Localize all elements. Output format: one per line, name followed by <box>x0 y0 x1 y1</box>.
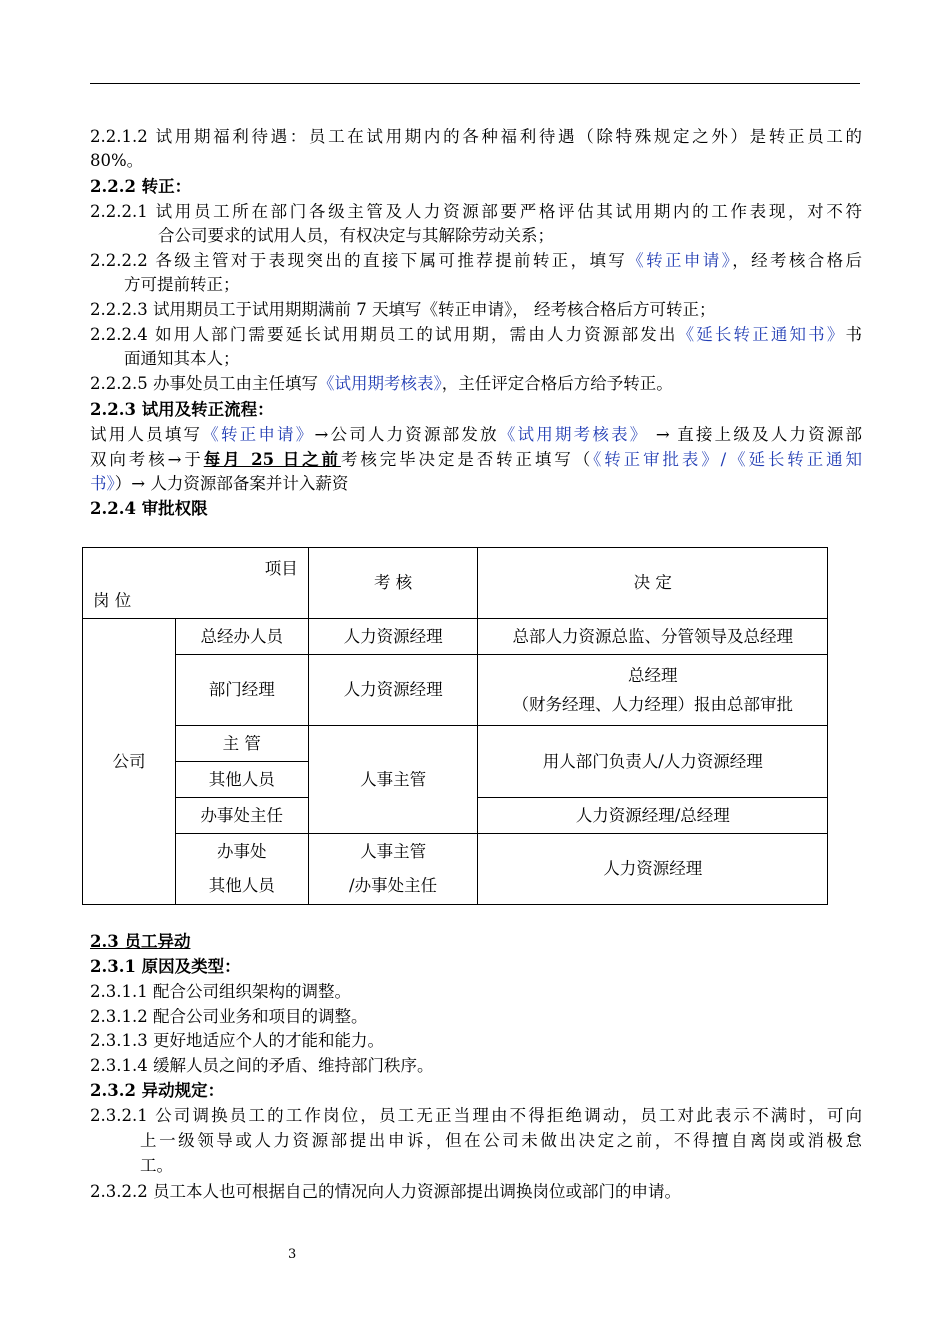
form-link: 《试用期考核表》 <box>317 374 442 393</box>
para-2-2-2-4-cont: 面通知其本人； <box>124 349 240 368</box>
para-2-2-2-5 <box>90 373 862 395</box>
heading-2-3-2: 2.3.2 异动规定： <box>90 1081 225 1100</box>
para-2-2-2-3: 2.2.2.3 试用期员工于试用期期满前 7 天填写《转正申请》， 经考核合格后方可转正； <box>90 300 716 319</box>
table-cell: 人力资源经理 <box>308 619 478 655</box>
text: ，主任评定合格后方给予转正。 <box>441 374 673 393</box>
text: → 直接上级及人力资源部 <box>648 425 863 444</box>
header-post: 岗 位 <box>93 591 132 610</box>
para-2-3-2-1-cont: 工。 <box>140 1156 173 1175</box>
para-2-3-1-4: 2.3.1.4 缓解人员之间的矛盾、维持部门秩序。 <box>90 1056 434 1075</box>
form-link: 书》 <box>90 474 115 493</box>
table-cell: 人力资源经理/总经理 <box>478 798 828 834</box>
heading-2-2-4: 2.2.4 审批权限 <box>90 499 208 518</box>
text: →公司人力资源部发放 <box>314 425 499 444</box>
text: ，经考核合格后 <box>732 251 863 270</box>
header-decide: 决 定 <box>478 548 828 619</box>
form-link: 《转正申请》 <box>202 425 315 444</box>
para-2-2-1-2-cont: 80%。 <box>90 151 144 170</box>
para-2-2-2-2 <box>90 250 862 272</box>
form-link: 《转正审批表》/《延长转正通知 <box>593 450 863 469</box>
para-2-2-2-1: 2.2.2.1 试用员工所在部门各级主管及人力资源部要严格评估其试用期内的工作表现，对不符 <box>90 202 862 221</box>
form-link: 《试用期考核表》 <box>498 425 649 444</box>
page-number: 3 <box>288 1247 297 1262</box>
text: 2.2.2.5 办事处员工由主任填写 <box>90 374 318 393</box>
company-cell: 公司 <box>83 619 176 905</box>
table-cell: 人事主管 <box>308 726 478 834</box>
cell-line: （财务经理、人力经理）报由总部审批 <box>512 695 793 714</box>
text: 双向考核→于 <box>90 450 204 469</box>
table-cell: 总部人力资源总监、分管领导及总经理 <box>478 619 828 655</box>
table-cell: 用人部门负责人/人力资源经理 <box>478 726 828 798</box>
para-2-3-1-2: 2.3.1.2 配合公司业务和项目的调整。 <box>90 1007 368 1026</box>
para-2-2-2-4 <box>90 324 862 346</box>
table-cell: 人力资源经理 <box>478 834 828 905</box>
table-cell <box>308 834 478 905</box>
header-diagonal-cell <box>83 548 309 619</box>
heading-2-3: 2.3 员工异动 <box>90 932 191 951</box>
deadline-highlight: 每月 25 日之前 <box>203 450 341 469</box>
cell-line: 办事处 <box>217 842 267 861</box>
cell-line: 人事主管 <box>360 842 427 861</box>
table-cell: 办事处主任 <box>175 798 308 834</box>
text: 2.2.2.2 各级主管对于表现突出的直接下属可推荐提前转正，填写 <box>90 251 628 270</box>
flow-line-1 <box>90 424 862 446</box>
heading-2-2-3: 2.2.3 试用及转正流程： <box>90 400 274 419</box>
table-cell <box>478 655 828 726</box>
cell-line: 其他人员 <box>208 876 275 895</box>
text: ）→ 人力资源部备案并计入薪资 <box>114 474 349 493</box>
form-link: 《转正申请》 <box>627 251 733 270</box>
heading-2-3-1: 2.3.1 原因及类型： <box>90 957 241 976</box>
para-2-2-2-1-cont: 合公司要求的试用人员，有权决定与其解除劳动关系； <box>158 226 554 245</box>
para-2-3-1-3: 2.3.1.3 更好地适应个人的才能和能力。 <box>90 1031 384 1050</box>
cell-line: 总经理 <box>627 666 678 685</box>
table-cell: 总经办人员 <box>175 619 308 655</box>
text: 书 <box>845 325 862 344</box>
table-cell: 部门经理 <box>175 655 308 726</box>
heading-2-2-2: 2.2.2 转正： <box>90 177 192 196</box>
para-2-2-2-2-cont: 方可提前转正； <box>124 275 240 294</box>
header-rule <box>90 83 860 84</box>
form-link: 《延长转正通知书》 <box>677 325 846 344</box>
para-2-3-2-1-cont: 上一级领导或人力资源部提出申诉，但在公司未做出决定之前，不得擅自离岗或消极怠 <box>140 1131 862 1150</box>
header-assess: 考 核 <box>308 548 478 619</box>
para-2-3-2-2: 2.3.2.2 员工本人也可根据自己的情况向人力资源部提出调换岗位或部门的申请。 <box>90 1182 681 1201</box>
text: 试用人员填写 <box>90 425 203 444</box>
flow-line-2 <box>90 449 862 471</box>
para-2-2-1-2: 2.2.1.2 试用期福利待遇：员工在试用期内的各种福利待遇（除特殊规定之外）是转正员工的 <box>90 127 862 146</box>
para-2-3-1-1: 2.3.1.1 配合公司组织架构的调整。 <box>90 982 351 1001</box>
table-cell <box>175 834 308 905</box>
text: 考核完毕决定是否转正填写（ <box>340 450 594 469</box>
text: 2.2.2.4 如用人部门需要延长试用期员工的试用期，需由人力资源部发出 <box>90 325 678 344</box>
cell-line: /办事处主任 <box>349 876 438 895</box>
table-cell: 主 管 <box>175 726 308 762</box>
para-2-3-2-1: 2.3.2.1 公司调换员工的工作岗位，员工无正当理由不得拒绝调动，员工对此表示不满时，可向 <box>90 1106 862 1125</box>
approval-table <box>82 547 828 905</box>
table-cell: 人力资源经理 <box>308 655 478 726</box>
header-item: 项目 <box>264 559 298 578</box>
table-cell: 其他人员 <box>175 762 308 798</box>
flow-line-3 <box>90 473 862 495</box>
